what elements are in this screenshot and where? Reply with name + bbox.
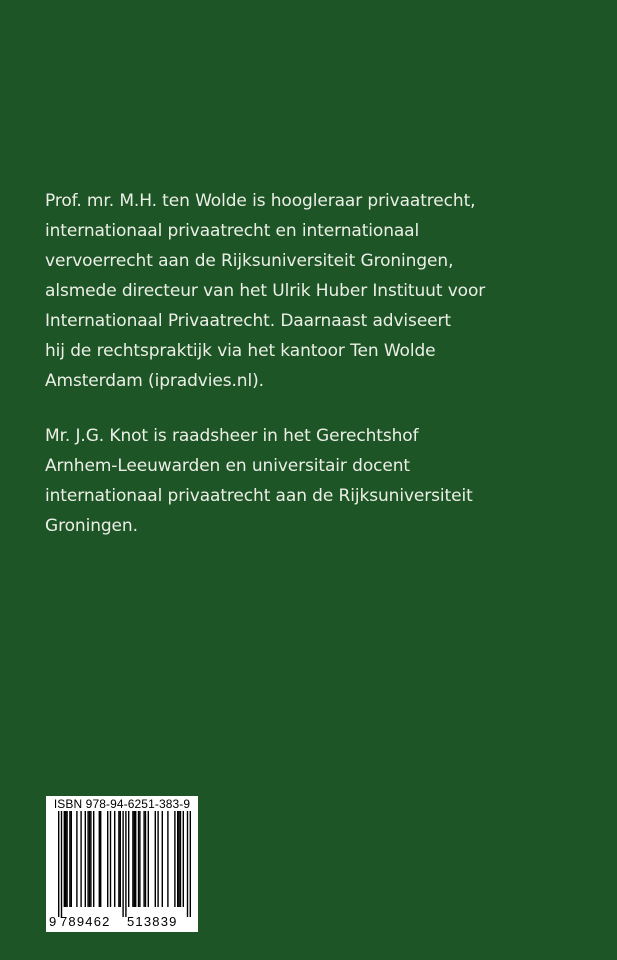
barcode-bar [71,811,72,907]
barcode-bar [139,811,140,907]
barcode-bar [114,811,115,907]
bio-line: alsmede directeur van het Ulrik Huber Instituut voor [45,281,486,301]
bio-line: Internationaal Privaatrecht. Daarnaast adviseert [45,311,451,331]
barcode-bar [132,811,133,907]
barcode-bar [177,811,178,907]
isbn-barcode [46,796,198,932]
barcode-bar [148,811,149,907]
barcode-bar [61,811,62,917]
barcode-bar [155,811,156,907]
barcode-bar [135,811,136,907]
bio-line: Amsterdam (ipradvies.nl). [45,371,264,391]
barcode-bar [162,811,163,907]
barcode-bars [52,811,192,919]
barcode-bar [85,811,86,907]
bio-line: Mr. J.G. Knot is raadsheer in het Gerechtshof [45,426,419,446]
barcode-bar [120,811,121,907]
barcode-bar [125,811,126,917]
barcode-bar [134,811,135,907]
bio-line: vervoerrecht aan de Rijksuniversiteit Groningen, [45,251,454,271]
barcode-bar [178,811,179,907]
barcode-bar [89,811,90,907]
barcode-bar [80,811,81,907]
isbn-label: ISBN 978-94-6251-383-9 [53,797,191,811]
barcode-bar [66,811,67,907]
barcode-digits-left: 789462 [60,914,111,929]
barcode-bar [167,811,168,907]
bio-line: Groningen. [45,516,138,536]
barcode-bar [58,811,59,917]
bio-line: hij de rechtspraktijk via het kantoor Ten Wolde [45,341,436,361]
barcode-bar [174,811,175,907]
bio-line: internationaal privaatrecht en internationaal [45,221,420,241]
barcode-bar [107,811,108,907]
bio-line: Prof. mr. M.H. ten Wolde is hoogleraar privaatrecht, [45,191,476,211]
barcode-bar [128,811,129,907]
barcode-bar [110,811,111,907]
author-bio-ten-wolde [45,186,605,396]
barcode-bar [143,811,144,907]
barcode-bar [145,811,146,907]
author-bio-knot [45,421,605,541]
barcode-bar [157,811,158,907]
barcode-bar [69,811,70,907]
barcode-bar [122,811,123,917]
barcode-digits-right: 513839 [127,914,178,929]
barcode-bar [93,811,94,907]
barcode-bar [180,811,181,907]
barcode-bar [190,811,191,917]
barcode-bar [99,811,100,907]
bio-line: internationaal privaatrecht aan de Rijksuniversiteit [45,486,473,506]
barcode-bar [76,811,77,907]
barcode-bar [64,811,65,907]
bio-line: Arnhem-Leeuwarden en universitair docent [45,456,410,476]
barcode-bar [90,811,91,907]
barcode-bar [138,811,139,907]
barcode-bar [87,811,88,907]
barcode-bar [187,811,188,917]
barcode-bar [100,811,101,907]
barcode-bar [65,811,66,907]
barcode-bar [118,811,119,907]
barcode-bar [183,811,184,907]
barcode-digit-first: 9 [49,914,57,929]
